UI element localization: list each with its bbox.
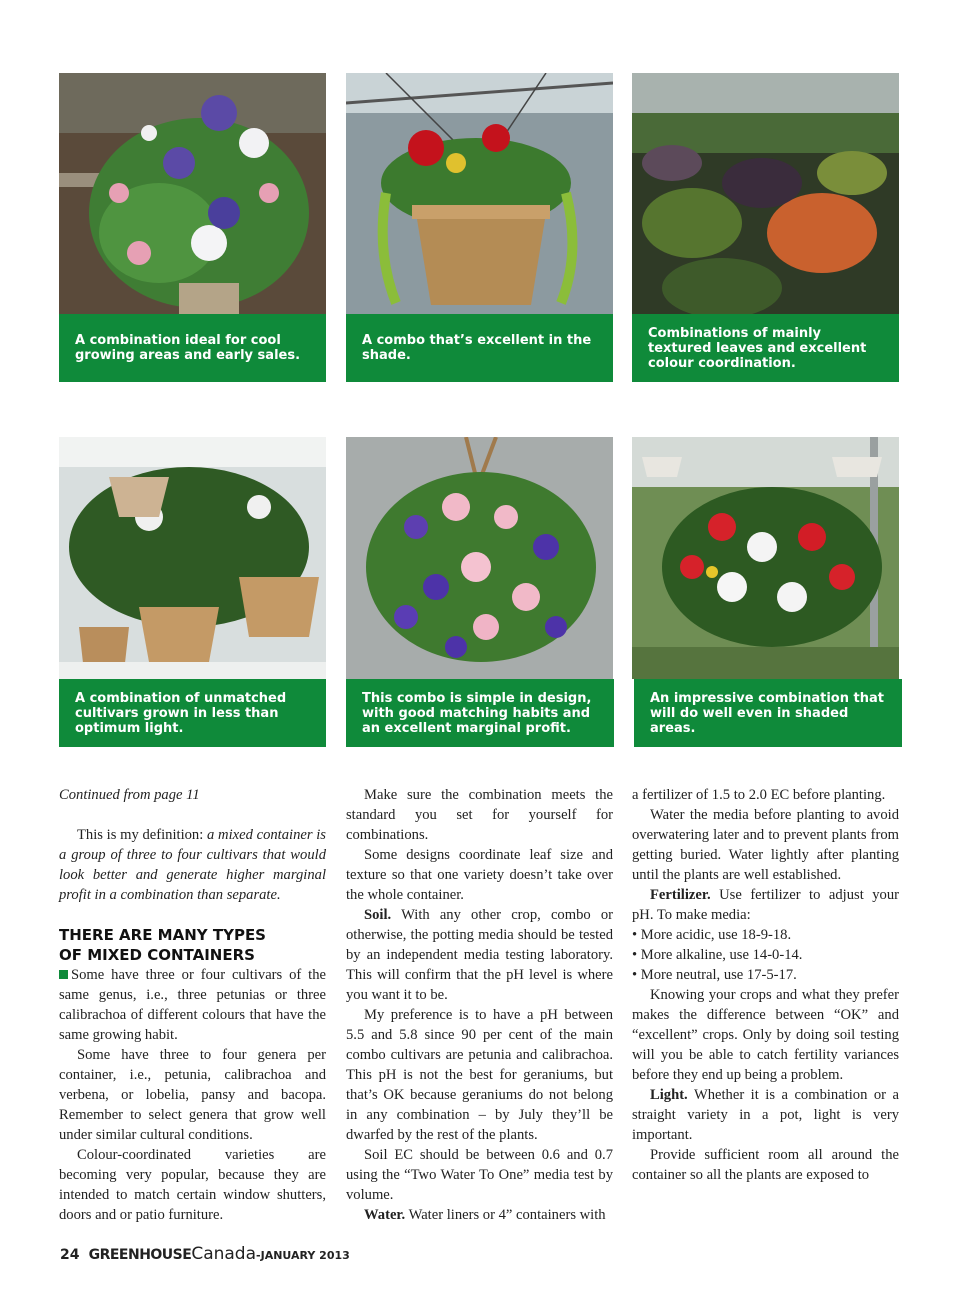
caption-4: A combination of unmatched cultivars grown in less than optimum light. — [59, 679, 326, 747]
magazine-name-suffix: Canada — [191, 1244, 257, 1264]
caption-6: An impressive combination that will do well even in shaded areas. — [634, 679, 902, 747]
section-heading: THERE ARE MANY TYPES OF MIXED CONTAINERS — [59, 926, 266, 964]
page-number: 24 — [60, 1247, 80, 1263]
paragraph: Knowing your crops and what they prefer makes the difference between “OK” and “excellent” crops. Only by doing soil testing will you be able to catch fertility variances before they end up being a problem. — [632, 987, 899, 1083]
photo-petunia-basket — [346, 437, 613, 679]
fertilizer-paragraph: Fertilizer. Use fertilizer to adjust your pH. To make media: — [632, 887, 899, 923]
paragraph: Some designs coordinate leaf size and texture so that one variety doesn’t take over the whole container. — [346, 847, 613, 903]
paragraph: a fertilizer of 1.5 to 2.0 EC before planting. — [632, 787, 886, 803]
photo-textured-leaves — [632, 73, 899, 315]
article-column-3 — [632, 785, 899, 1185]
paragraph: Soil EC should be between 0.6 and 0.7 using the “Two Water To One” media test by volume. — [346, 1147, 613, 1203]
paragraph: Colour-coordinated varieties are becoming very popular, because they are intended to match certain window shutters, doors and or patio furniture. — [59, 1147, 326, 1223]
paragraph: Water the media before planting to avoid overwatering later and to prevent plants from getting buried. Water lightly after planting until the plants are well established. — [632, 807, 899, 883]
caption-5: This combo is simple in design, with good matching habits and an excellent marginal profit. — [346, 679, 614, 747]
magazine-name: GREENHOUSE — [88, 1247, 192, 1263]
caption-1: A combination ideal for cool growing areas and early sales. — [59, 314, 326, 382]
paragraph: My preference is to have a pH between 5.5 and 5.8 since 90 per cent of the main combo cultivars are petunia and calibrachoa. This pH is not the best for geraniums, but that’s OK because geraniums do not belong in any combination – by July they’ll be dwarfed by the rest of the plants. — [346, 1007, 613, 1143]
bullet-item: • More neutral, use 17-5-17. — [632, 967, 797, 983]
light-paragraph: Light. Whether it is a combination or a straight variety in a pot, light is very important. — [632, 1087, 899, 1143]
bullet-item: • More alkaline, use 14-0-14. — [632, 947, 803, 963]
paragraph: Some have three to four genera per container, i.e., petunia, calibrachoa and verbena, or lobelia, pansy and bacopa. Remember to select genera that grow well under similar cultural conditions. — [59, 1047, 326, 1143]
article-column-1 — [59, 785, 326, 1225]
green-square-bullet-icon — [59, 970, 68, 979]
definition-paragraph: This is my definition: a mixed container is a group of three to four cultivars that would look better and generate higher marginal profit in a combination than separate. — [59, 827, 326, 903]
photo-unmatched-cultivars — [59, 437, 326, 679]
paragraph: Provide sufficient room all around the container so all the plants are exposed to — [632, 1147, 899, 1183]
caption-3: Combinations of mainly textured leaves and excellent colour coordination. — [632, 314, 899, 382]
caption-2: A combo that’s excellent in the shade. — [346, 314, 613, 382]
soil-paragraph: Soil. With any other crop, combo or otherwise, the potting media should be tested by an independent media testing laboratory. This will confirm that the pH level is where you want it to be. — [346, 907, 613, 1003]
bullet-item: • More acidic, use 18-9-18. — [632, 927, 792, 943]
paragraph: Make sure the combination meets the standard you set for yourself for combinations. — [346, 787, 613, 843]
continued-note: Continued from page 11 — [59, 787, 200, 803]
page-footer — [60, 1244, 350, 1264]
photo-shade-basket — [346, 73, 613, 315]
water-paragraph: Water. Water liners or 4” containers with — [364, 1207, 606, 1223]
photo-pansy-combo — [59, 73, 326, 315]
paragraph: Some have three or four cultivars of the same genus, i.e., three petunias or three calibrachoa of different colours that have the same growing habit. — [59, 967, 326, 1043]
photo-impatiens-basket — [632, 437, 899, 679]
article-column-2 — [346, 785, 613, 1225]
issue-date: -JANUARY 2013 — [256, 1249, 350, 1262]
